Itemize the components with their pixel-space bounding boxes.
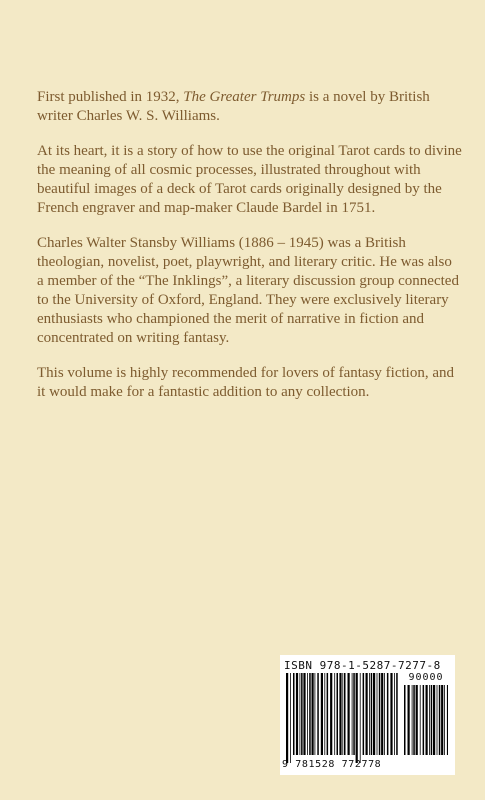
barcode-main-bars [286, 673, 398, 763]
barcode-addon-bars [404, 685, 448, 763]
barcode-bar [286, 673, 288, 763]
barcode-bar [390, 673, 392, 755]
barcode-bar [396, 673, 398, 755]
barcode-bar [431, 685, 433, 755]
blurb-text [37, 88, 462, 418]
barcode-bar [307, 673, 308, 755]
isbn-label: ISBN 978-1-5287-7277-8 [284, 659, 441, 672]
blurb-p1-suffix: is a novel by British writer Charles W. S. Williams. [37, 89, 430, 124]
barcode-bar [342, 673, 343, 755]
blurb-paragraph-3: Charles Walter Stansby Williams (1886 – 1945) was a British theologian, novelist, poet, playwright, and literary critic. He was also a member of the “The Inklings”, a literary discussion group connected to the University of Oxford, England. They were exclusively literary enthusiasts who championed the merit of narrative in fiction and concentrated on writing fantasy. [37, 235, 459, 346]
barcode-bar [309, 673, 311, 755]
barcode-bar [300, 673, 301, 755]
barcode-bar [337, 673, 339, 755]
barcode-bar [363, 673, 365, 755]
barcode-bar [426, 685, 428, 755]
barcode-bar [321, 673, 323, 755]
barcode-bar [356, 673, 358, 763]
barcode-bar [441, 685, 443, 755]
barcode-bar [420, 685, 421, 755]
barcode-bar [339, 673, 341, 755]
book-title: The Greater Trumps [183, 89, 306, 105]
barcode-bar [353, 673, 355, 755]
barcode-bar [444, 685, 445, 755]
barcode-bar [327, 673, 329, 755]
barcode-bar [429, 685, 430, 755]
barcode-bar [371, 673, 373, 755]
barcode-bar [404, 685, 406, 755]
barcode-bar [381, 673, 383, 755]
barcode-bar [344, 673, 346, 755]
barcode-bar [360, 673, 361, 763]
blurb-paragraph-2: At its heart, it is a story of how to use the original Tarot cards to divine the meaning of all cosmic processes, illustrated throughout with beautiful images of a deck of Tarot cards originally designed by the French engraver and map-maker Claude Bardel in 1751. [37, 143, 462, 216]
barcode-bar [301, 673, 303, 755]
barcode-digits: 9 781528 772778 [282, 759, 382, 770]
barcode-bar [408, 685, 410, 755]
barcode-bar [352, 673, 353, 755]
barcode-bar [384, 673, 385, 755]
barcode-bar [315, 673, 316, 755]
barcode-bar [394, 673, 395, 755]
barcode-bar [412, 685, 413, 755]
barcode-bar [293, 673, 295, 755]
barcode-bar [312, 673, 314, 755]
barcode-bar [324, 673, 325, 755]
barcode-bar [373, 673, 375, 755]
blurb-paragraph-1 [37, 88, 462, 126]
barcode-bar [290, 673, 291, 763]
blurb-p1-prefix: First published in 1932, [37, 89, 184, 105]
barcode-bar [303, 673, 305, 755]
isbn-barcode [280, 655, 455, 775]
barcode-bar [296, 673, 298, 755]
barcode-bar [379, 673, 381, 755]
barcode-bar [439, 685, 441, 755]
barcode-bar [416, 685, 418, 755]
barcode-bar [413, 685, 415, 755]
barcode-bar [433, 685, 435, 755]
barcode-bar [377, 673, 378, 755]
barcode-bar [423, 685, 425, 755]
barcode-bar [317, 673, 319, 755]
barcode-bar [369, 673, 370, 755]
barcode-bar [387, 673, 389, 755]
barcode-bar [330, 673, 332, 755]
barcode-bar [437, 685, 438, 755]
barcode-bar [366, 673, 368, 755]
barcode-bar [334, 673, 335, 755]
barcode-bar [348, 673, 350, 755]
barcode-addon-number: 90000 [408, 672, 444, 683]
barcode-bar [447, 685, 448, 755]
blurb-paragraph-4: This volume is highly recommended for lovers of fantasy fiction, and it would make for a fantastic addition to any collection. [37, 365, 454, 400]
